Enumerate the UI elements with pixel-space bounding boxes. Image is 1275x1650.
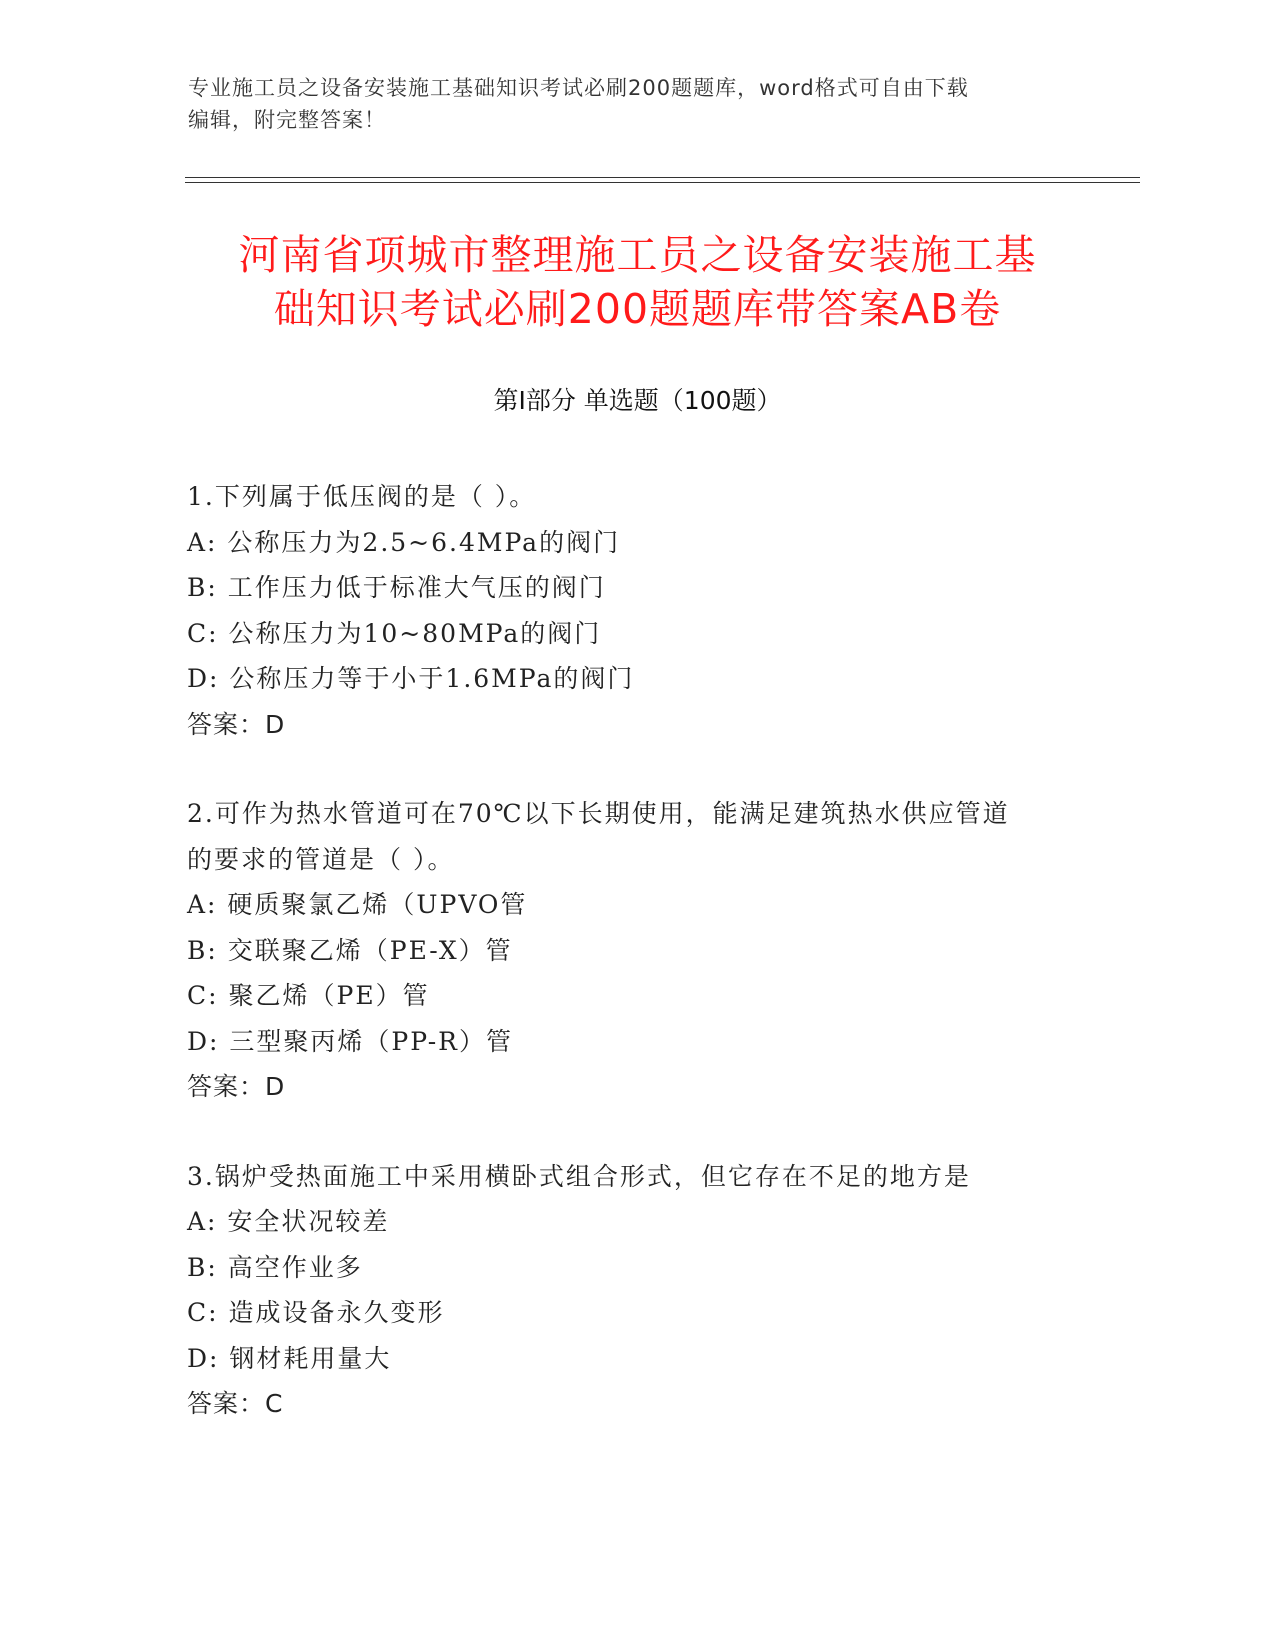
question-list xyxy=(187,474,1087,1471)
header-divider-bottom xyxy=(185,182,1140,183)
question-3 xyxy=(187,1154,1087,1427)
option-a: A: 公称压力为2.5~6.4MPa的阀门 xyxy=(187,527,621,557)
option-a: A: 硬质聚氯乙烯（UPVO管 xyxy=(187,890,528,919)
header-divider-top xyxy=(185,177,1140,178)
option-c: C: 聚乙烯（PE）管 xyxy=(187,981,430,1010)
document-title-line1: 河南省项城市整理施工员之设备安装施工基 xyxy=(238,231,1037,279)
option-c: C: 公称压力为10~80MPa的阀门 xyxy=(187,618,602,648)
document-title-line2: 础知识考试必刷200题题库带答案AB卷 xyxy=(273,285,1002,333)
answer-line: 答案：D xyxy=(187,709,286,739)
header-note-line1: 专业施工员之设备安装施工基础知识考试必刷200题题库，word格式可自由下载 xyxy=(188,76,969,100)
option-d: D: 公称压力等于小于1.6MPa的阀门 xyxy=(187,664,635,693)
header-note-line2: 编辑，附完整答案！ xyxy=(188,108,386,132)
option-a: A: 安全状况较差 xyxy=(187,1207,390,1236)
option-d: D: 三型聚丙烯（PP-R）管 xyxy=(187,1026,513,1056)
answer-line: 答案：C xyxy=(187,1389,284,1418)
question-stem: 1.下列属于低压阀的是（ ）。 xyxy=(187,482,537,511)
document-title xyxy=(150,228,1125,336)
question-1 xyxy=(187,474,1087,747)
option-d: D: 钢材耗用量大 xyxy=(187,1343,392,1373)
section-heading: 第Ⅰ部分 单选题（100题） xyxy=(493,386,782,415)
question-stem: 2.可作为热水管道可在70℃以下长期使用，能满足建筑热水供应管道 xyxy=(187,799,1010,828)
option-b: B: 工作压力低于标准大气压的阀门 xyxy=(187,573,606,602)
option-b: B: 高空作业多 xyxy=(187,1252,363,1282)
question-stem-continued: 的要求的管道是（ ）。 xyxy=(187,844,455,874)
option-c: C: 造成设备永久变形 xyxy=(187,1298,445,1327)
option-b: B: 交联聚乙烯（PE-X）管 xyxy=(187,935,513,965)
answer-line: 答案：D xyxy=(187,1072,286,1101)
header-note xyxy=(188,72,1088,136)
question-stem: 3.锅炉受热面施工中采用横卧式组合形式，但它存在不足的地方是 xyxy=(187,1161,971,1191)
question-2 xyxy=(187,791,1087,1110)
